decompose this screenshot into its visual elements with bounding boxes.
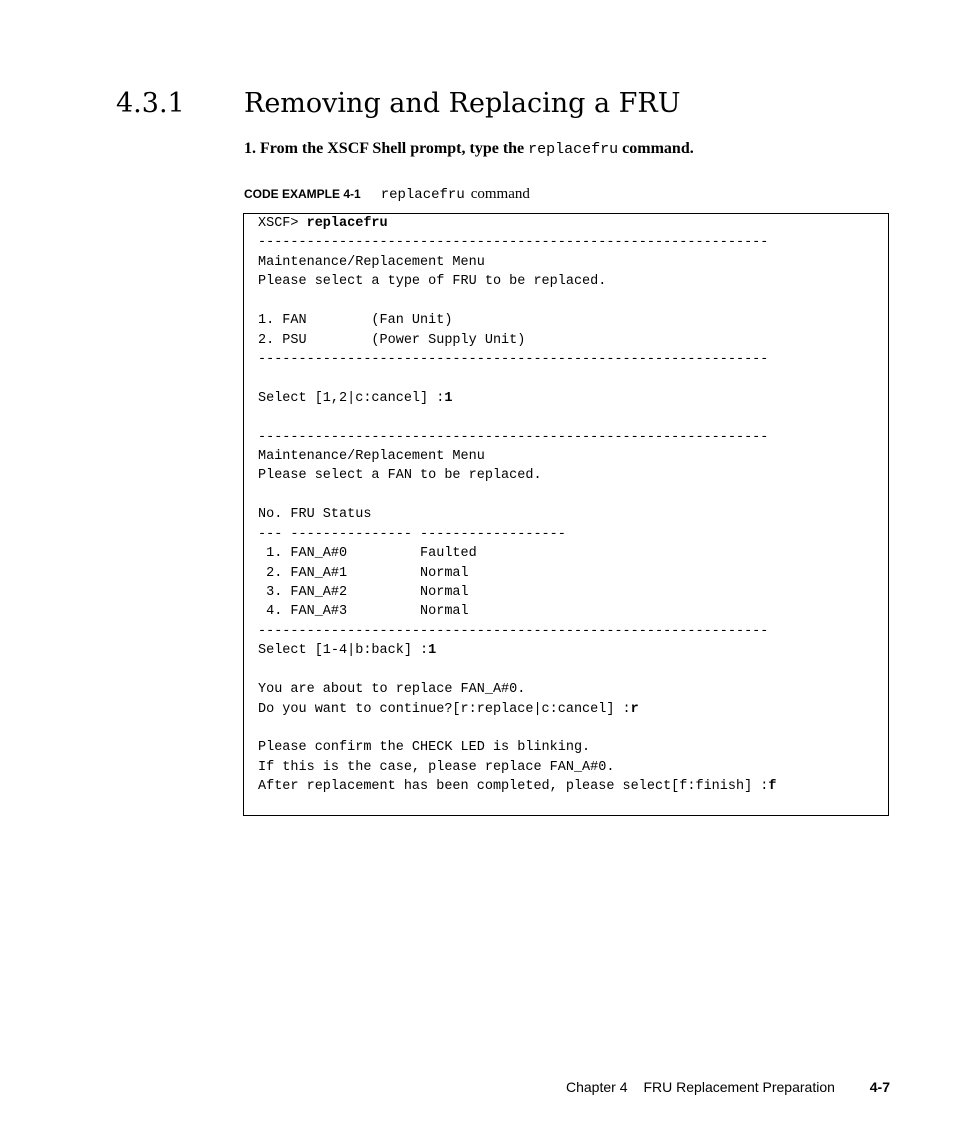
code-line-text: 2. PSU (Power Supply Unit) xyxy=(258,332,526,348)
code-line xyxy=(258,466,777,485)
code-line-text: Maintenance/Replacement Menu xyxy=(258,254,485,270)
code-line xyxy=(258,622,777,641)
caption-label: CODE EXAMPLE 4-1 xyxy=(244,187,361,201)
code-line xyxy=(258,700,777,719)
code-line xyxy=(258,680,777,699)
code-line xyxy=(258,544,777,563)
footer-page-number: 4-7 xyxy=(869,1079,890,1095)
code-line xyxy=(258,253,777,272)
code-line-text: Do you want to continue?[r:replace|c:cancel] : xyxy=(258,701,631,717)
code-line-text: No. FRU Status xyxy=(258,507,372,523)
code-line xyxy=(258,583,777,602)
code-line-input: 1 xyxy=(444,390,453,406)
code-line-text: --------------------------------------------------------------- xyxy=(258,235,769,251)
code-line xyxy=(258,641,777,660)
code-example-caption xyxy=(244,183,530,205)
code-line-text: Select [1,2|c:cancel] : xyxy=(258,390,445,406)
code-line-text: Please select a type of FRU to be replaced. xyxy=(258,274,607,290)
code-line xyxy=(258,777,777,796)
code-line-input: r xyxy=(630,701,639,717)
code-line xyxy=(258,408,777,427)
code-line xyxy=(258,292,777,311)
code-line xyxy=(258,369,777,388)
code-line-text: --------------------------------------------------------------- xyxy=(258,351,769,367)
footer-chapter-title: FRU Replacement Preparation xyxy=(643,1079,835,1095)
code-line-input: f xyxy=(768,779,777,795)
code-line-input: replacefru xyxy=(306,216,388,231)
step-text-before: 1. From the XSCF Shell prompt, type the xyxy=(244,140,529,157)
code-line-text: --- --------------- ------------------ xyxy=(258,526,566,542)
code-line-text: 1. FAN_A#0 Faulted xyxy=(258,546,477,562)
caption-text: command xyxy=(470,186,530,202)
step-instruction xyxy=(244,139,694,160)
step-command: replacefru xyxy=(528,141,619,158)
code-line-text: Please confirm the CHECK LED is blinking. xyxy=(258,740,591,756)
code-line-text: Select [1-4|b:back] : xyxy=(258,643,429,659)
code-line-input: 1 xyxy=(428,643,437,659)
code-line xyxy=(258,661,777,680)
page-footer xyxy=(566,1078,890,1096)
code-line xyxy=(258,389,777,408)
code-line-text: 1. FAN (Fan Unit) xyxy=(258,313,453,329)
step-text-after: command. xyxy=(618,140,694,157)
code-line-text: XSCF> xyxy=(258,216,307,231)
code-line xyxy=(258,428,777,447)
code-line xyxy=(258,233,777,252)
code-line xyxy=(258,719,777,738)
code-line-text: If this is the case, please replace FAN_A#0. xyxy=(258,759,615,775)
code-line-text: 2. FAN_A#1 Normal xyxy=(258,565,469,581)
code-line xyxy=(258,505,777,524)
caption-command: replacefru xyxy=(380,187,465,203)
code-line xyxy=(258,758,777,777)
code-line-text: After replacement has been completed, please select[f:finish] : xyxy=(258,779,769,795)
code-line xyxy=(258,311,777,330)
code-listing xyxy=(258,214,777,797)
section-title: Removing and Replacing a FRU xyxy=(244,88,681,119)
code-line xyxy=(258,738,777,757)
code-line-text: --------------------------------------------------------------- xyxy=(258,623,769,639)
code-line xyxy=(258,272,777,291)
code-line xyxy=(258,350,777,369)
code-line-text: Please select a FAN to be replaced. xyxy=(258,468,542,484)
code-line xyxy=(258,214,777,233)
code-line xyxy=(258,525,777,544)
section-number: 4.3.1 xyxy=(116,88,185,119)
code-line-text: 4. FAN_A#3 Normal xyxy=(258,604,469,620)
code-line xyxy=(258,486,777,505)
code-line xyxy=(258,447,777,466)
code-line-text: Maintenance/Replacement Menu xyxy=(258,449,485,465)
code-example-box xyxy=(243,213,889,816)
code-line-text: 3. FAN_A#2 Normal xyxy=(258,585,469,601)
code-line-text: --------------------------------------------------------------- xyxy=(258,429,769,445)
code-line-text: You are about to replace FAN_A#0. xyxy=(258,682,526,698)
footer-chapter: Chapter 4 xyxy=(566,1079,628,1095)
code-line xyxy=(258,331,777,350)
code-line xyxy=(258,564,777,583)
code-line xyxy=(258,602,777,621)
